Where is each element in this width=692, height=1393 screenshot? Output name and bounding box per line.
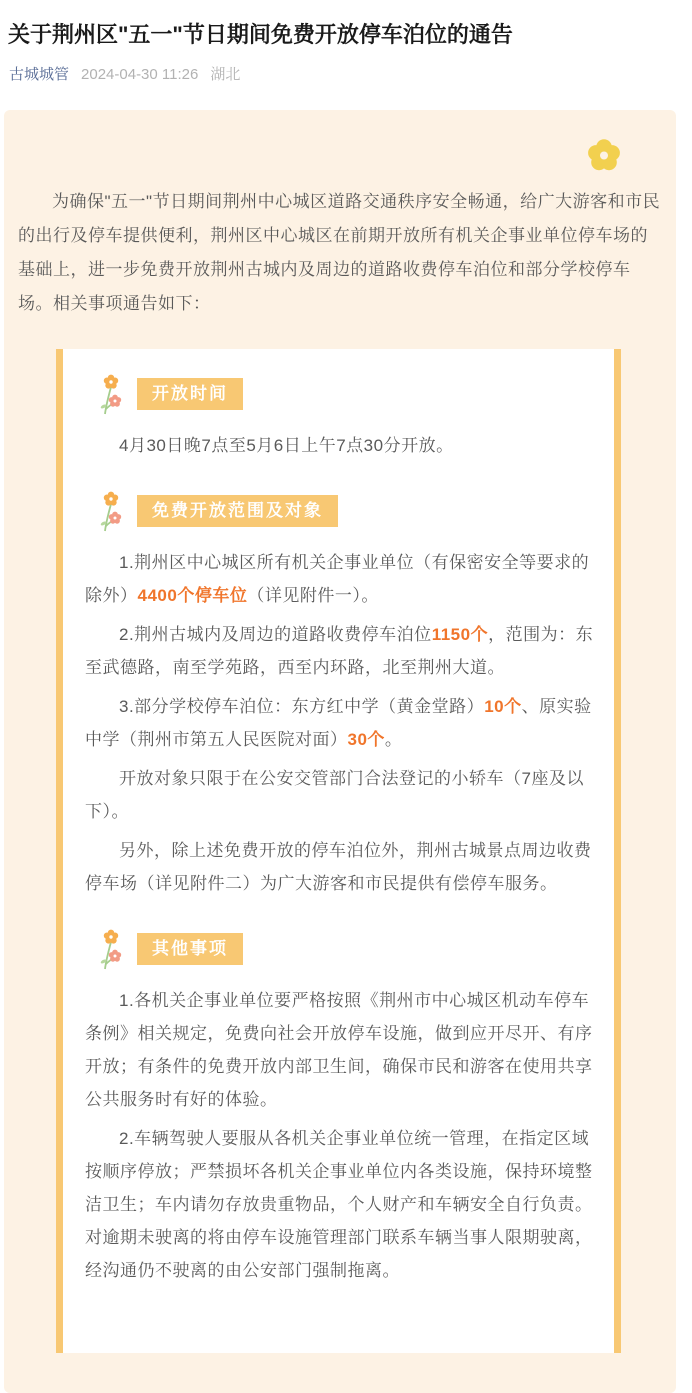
notice-paragraph — [85, 546, 594, 612]
publish-location: 湖北 — [210, 66, 241, 83]
flower-sprig-icon — [97, 928, 123, 970]
notice-card — [56, 349, 621, 1353]
section-badge: 其他事项 — [137, 933, 243, 965]
corner-flower-icon — [586, 138, 622, 174]
highlight-text: 10个 — [484, 697, 522, 716]
text-run: 另外，除上述免费开放的停车泊位外，荆州古城景点周边收费停车场（详见附件二）为广大游客和市民提供有偿停车服务。 — [85, 841, 592, 893]
text-run: ，范围为：东至武德路，南至学苑路，西至内环路，北至荆州大道。 — [85, 625, 594, 677]
publish-time: 2024-04-30 11:26 — [81, 66, 199, 83]
section-header — [85, 490, 594, 532]
text-run: 、原实验中学（荆州市第五人民医院对面） — [85, 697, 592, 749]
section-badge: 开放时间 — [137, 378, 243, 410]
section-header — [85, 928, 594, 970]
highlight-text: 1150个 — [431, 625, 489, 644]
notice-paragraph — [85, 834, 594, 900]
article-title: 关于荆州区"五一"节日期间免费开放停车泊位的通告 — [8, 22, 513, 47]
notice-paragraph — [85, 618, 594, 684]
flower-sprig-icon — [97, 373, 123, 415]
notice-paragraph — [85, 762, 594, 828]
intro-paragraph: 为确保"五一"节日期间荆州中心城区道路交通秩序安全畅通，给广大游客和市民的出行及停车提供便利，荆州区中心城区在前期开放所有机关企事业单位停车场的基础上，进一步免费开放荆州古城内及周边的道路收费停车泊位和部分学校停车场。相关事项通告如下： — [18, 192, 661, 313]
highlight-text: 4400个停车位 — [137, 586, 248, 605]
text-run: 2.车辆驾驶人要服从各机关企事业单位统一管理，在指定区域按顺序停放；严禁损坏各机关企事业单位内各类设施，保持环境整洁卫生；车内请勿存放贵重物品，个人财产和车辆安全自行负责。对逾期未驶离的将由停车设施管理部门联系车辆当事人限期驶离，经沟通仍不驶离的由公安部门强制拖离。 — [85, 1129, 593, 1280]
text-run: 1.各机关企事业单位要严格按照《荆州市中心城区机动车停车条例》相关规定，免费向社会开放停车设施，做到应开尽开、有序开放；有条件的免费开放内部卫生间，确保市民和游客在使用共享公共服务时有好的体验。 — [85, 991, 593, 1109]
account-name-link[interactable]: 古城城管 — [9, 66, 70, 83]
text-run: 1.荆州区中心城区所有机关企事业单位（有保密安全等要求的除外） — [85, 553, 590, 605]
text-run: 3.部分学校停车泊位：东方红中学（黄金堂路） — [119, 697, 485, 716]
text-run: 4月30日晚7点至5月6日上午7点30分开放。 — [119, 436, 454, 455]
flower-sprig-icon — [97, 490, 123, 532]
notice-paragraph — [85, 1122, 594, 1287]
article-header — [0, 0, 692, 84]
notice-content-section — [4, 110, 676, 1393]
text-run: 。 — [384, 730, 403, 749]
text-run: 2.荆州古城内及周边的道路收费停车泊位 — [119, 625, 432, 644]
section-header — [85, 373, 594, 415]
notice-paragraph — [85, 690, 594, 756]
highlight-text: 30个 — [347, 730, 385, 749]
notice-paragraph — [85, 429, 594, 462]
section-badge: 免费开放范围及对象 — [137, 495, 338, 527]
byline — [8, 66, 678, 84]
text-run: 开放对象只限于在公安交管部门合法登记的小轿车（7座及以下）。 — [85, 769, 584, 821]
notice-paragraph — [85, 984, 594, 1116]
text-run: （详见附件一）。 — [247, 586, 379, 605]
